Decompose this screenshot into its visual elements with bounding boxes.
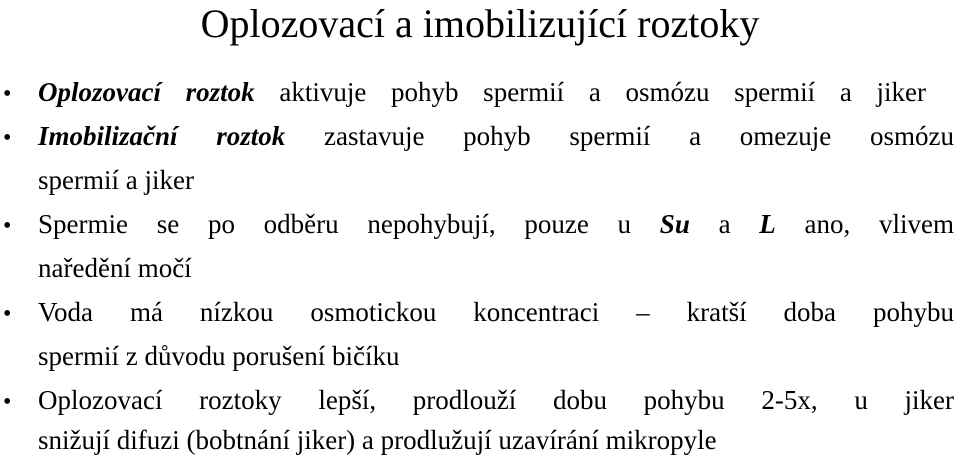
bullet-4-line-2 <box>38 340 399 372</box>
bullet-2-text: zastavuje pohyb spermií a omezuje osmózu <box>285 121 954 151</box>
bullet-4-line-1 <box>38 296 954 328</box>
bullet-5-text: Oplozovací roztoky lepší, prodlouží dobu pohybu 2-5x, u jiker <box>38 385 954 415</box>
bullet-4-text-cont: spermií z důvodu porušení bičíku <box>38 341 400 371</box>
bullet-1-term: Oplozovací roztok <box>38 77 255 107</box>
bullet-marker: • <box>3 301 12 327</box>
bullet-1-text: aktivuje pohyb spermií a osmózu spermií a jiker <box>254 77 926 107</box>
bullet-2-term: Imobilizační roztok <box>38 121 286 151</box>
bullet-4-text: Voda má nízkou osmotickou koncentraci – kratší doba pohybu <box>38 297 954 327</box>
bullet-3-text-b: a <box>689 209 760 239</box>
bullet-3-text-c: ano, vlivem <box>775 209 954 239</box>
bullet-3-line-1 <box>38 208 954 240</box>
bullet-1-line-1 <box>38 76 926 108</box>
bullet-3-text-cont: naředění močí <box>38 253 192 283</box>
slide-title: Oplozovací a imobilizující roztoky <box>200 1 760 46</box>
bullet-marker: • <box>3 213 12 239</box>
bullet-2-line-1 <box>38 120 954 152</box>
bullet-3-line-2 <box>38 252 192 284</box>
bullet-3-species-l: L <box>759 209 776 239</box>
bullet-5-line-1 <box>38 384 954 416</box>
bullet-5-text-cont: snižují difuzi (bobtnání jiker) a prodlužují uzavírání mikropyle <box>38 425 717 455</box>
bullet-marker: • <box>3 125 12 151</box>
bullet-3-text-a: Spermie se po odběru nepohybují, pouze u <box>38 209 660 239</box>
bullet-marker: • <box>3 389 12 415</box>
bullet-marker: • <box>3 81 12 107</box>
bullet-2-line-2 <box>38 164 194 196</box>
bullet-5-line-2 <box>38 424 717 456</box>
bullet-3-species-su: Su <box>659 209 690 239</box>
bullet-2-text-cont: spermií a jiker <box>38 165 194 195</box>
